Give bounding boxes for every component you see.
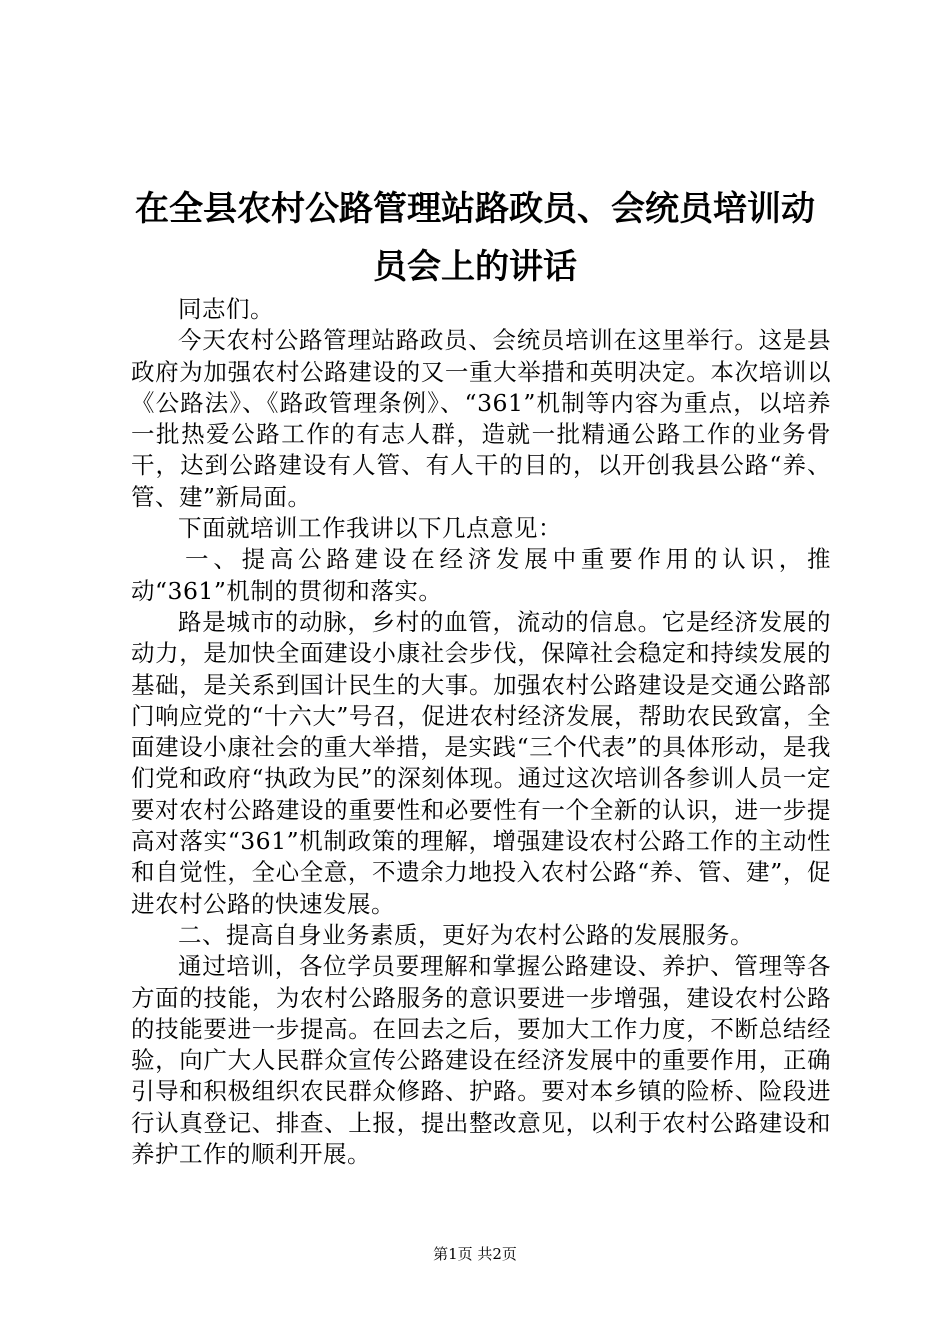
section-two-paragraph: 通过培训，各位学员要理解和掌握公路建设、养护、管理等各方面的技能，为农村公路服务的意识要进一步增强，建设农村公路的技能要进一步提高。在回去之后，要加大工作力度，不断总结经验，向广大人民群众宣传公路建设在经济发展中的重要作用，正确引导和积极组织农民群众修路、护路。要对本乡镇的险桥、险段进行认真登记、排查、上报，提出整改意见，以利于农村公路建设和养护工作的顺利开展。 [131, 952, 831, 1169]
section-two-heading: 二、提高自身业务素质，更好为农村公路的发展服务。 [178, 920, 754, 949]
intro-paragraph: 今天农村公路管理站路政员、会统员培训在这里举行。这是县政府为加强农村公路建设的又一重大举措和英明决定。本次培训以《公路法》、《路政管理条例》、“361”机制等内容为重点，以培养一批热爱公路工作的有志人群，造就一批精通公路工作的业务骨干，达到公路建设有人管、有人干的目的，以开创我县公路“养、管、建”新局面。 [131, 326, 831, 511]
section-one-paragraph: 路是城市的动脉，乡村的血管，流动的信息。它是经济发展的动力，是加快全面建设小康社会步伐，保障社会稳定和持续发展的基础，是关系到国计民生的大事。加强农村公路建设是交通公路部门响应党的“十六大”号召，促进农村经济发展，帮助农民致富，全面建设小康社会的重大举措，是实践“三个代表”的具体形动，是我们党和政府“执政为民”的深刻体现。通过这次培训各参训人员一定要对农村公路建设的重要性和必要性有一个全新的认识，进一步提高对落实“361”机制政策的理解，增强建设农村公路工作的主动性和自觉性，全心全意，不遗余力地投入农村公路“养、管、建”，促进农村公路的快速发展。 [131, 607, 831, 918]
title-line-2: 员会上的讲话 [373, 247, 577, 287]
transition-paragraph: 下面就培训工作我讲以下几点意见： [178, 514, 562, 543]
page-title [100, 180, 850, 296]
section-one-heading: 一、提高公路建设在经济发展中重要作用的认识，推动“361”机制的贯彻和落实。 [131, 545, 831, 605]
document-body [131, 294, 831, 1170]
salutation-paragraph: 同志们。 [178, 295, 274, 323]
title-line-1: 在全县农村公路管理站路政员、会统员培训动 [135, 189, 815, 229]
page-footer: 第1页 共2页 [433, 1245, 517, 1263]
